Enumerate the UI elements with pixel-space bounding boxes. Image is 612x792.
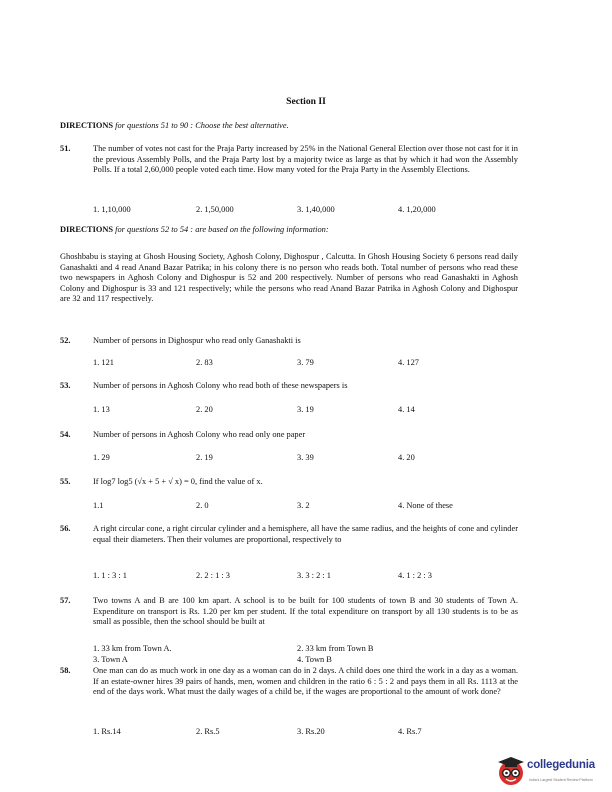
option: 4. 1,20,000 [398,205,436,214]
directions-range: for questions 51 to 90 : [115,121,194,130]
option: 4. 127 [398,358,419,367]
option: 1. 1,10,000 [93,205,131,214]
option: 1. 1 : 3 : 1 [93,571,127,580]
question-text: Number of persons in Aghosh Colony who read only one paper [93,430,306,439]
option: 1.1 [93,501,104,510]
directions-range: for questions 52 to 54 : [115,225,194,234]
question-number: 51. [60,144,71,153]
option: 3. 79 [297,358,314,367]
option: 1. 29 [93,453,110,462]
option: 2. 83 [196,358,213,367]
option: 1. Rs.14 [93,727,121,736]
option: 4. Rs.7 [398,727,422,736]
option: 2. 1,50,000 [196,205,234,214]
logo-wordmark: collegedunia [527,759,595,771]
directions-label: DIRECTIONS [60,225,114,234]
question-number: 58. [60,666,71,675]
option: 2. Rs.5 [196,727,220,736]
question-number: 53. [60,381,71,390]
question-text: Number of persons in Dighospur who read only Ganashakti is [93,336,301,345]
question-number: 57. [60,596,71,605]
option: 2. 19 [196,453,213,462]
option: 3. 3 : 2 : 1 [297,571,331,580]
option: 1. 33 km from Town A. [93,644,172,653]
option: 1. 121 [93,358,114,367]
question-text: The number of votes not cast for the Praja Party increased by 25% in the National General Election over those not cast for it in the previous Assembly Polls, and the Praja Party lost by a majority twice as large as that by which it had won the Assembly Polls. If a total 2,60,000 people voted each time. How many voted for the Praja Party in the Assembly Elections. [93,144,518,175]
directions-label: DIRECTIONS [60,121,114,130]
collegedunia-logo [493,752,608,792]
question-number: 56. [60,524,71,533]
option: 4. 1 : 2 : 3 [398,571,432,580]
option: 4. 14 [398,405,415,414]
graduate-mascot-icon [495,754,527,788]
directions-text: Choose the best alternative. [195,121,289,130]
option: 2. 20 [196,405,213,414]
question-text: One man can do as much work in one day as a woman can do in 2 days. A child does one third the work in a day as a woman. If an estate-owner hires 39 pairs of hands, men, women and children in the ratio 6 : 5 : 2 and pays them in all Rs. 1113 at the end of the days work. What must the daily wages of a child be, if the wages are proportional to the amount of work done? [93,666,518,697]
option: 4. None of these [398,501,453,510]
option: 3. 1,40,000 [297,205,335,214]
passage: Ghoshbabu is staying at Ghosh Housing Society, Aghosh Colony, Dighospur , Calcutta. In Ghosh Housing Society 6 persons read daily Ganashakti and 4 read Anand Bazar Patrika; in his colony there is no person who reads both. Total number of persons who read these two newspapers in Aghosh Colony and Dighospur is 52 and 200 respectively. Number of persons who read Ganashakti in Aghosh Colony and Dighospur is 33 and 121 respectively; while the persons who read Anand Bazar Patrika in Aghosh Colony and Dighospur are 32 and 117 respectively. [60,252,518,304]
question-number: 54. [60,430,71,439]
option: 2. 2 : 1 : 3 [196,571,230,580]
option: 3. 19 [297,405,314,414]
option: 3. 2 [297,501,310,510]
section-title: Section II [286,96,326,107]
option: 4. Town B [297,655,332,664]
option: 2. 0 [196,501,209,510]
option: 2. 33 km from Town B [297,644,374,653]
option: 4. 20 [398,453,415,462]
directions-51-90 [60,121,540,132]
option: 3. 39 [297,453,314,462]
option: 3. Rs.20 [297,727,325,736]
directions-text: are based on the following information: [195,225,329,234]
logo-tagline: India's Largest Student Review Platform [529,778,593,782]
directions-52-54 [60,225,540,236]
option: 3. Town A [93,655,128,664]
question-text: Number of persons in Aghosh Colony who read both of these newspapers is [93,381,348,390]
question-text: A right circular cone, a right circular cylinder and a hemisphere, all have the same radius, and the heights of cone and cylinder equal their diameters. Then their volumes are proportional, respectively to [93,524,518,544]
option: 1. 13 [93,405,110,414]
question-text: If log7 log5 (√x + 5 + √ x) = 0, find the value of x. [93,477,263,486]
question-number: 52. [60,336,71,345]
question-text: Two towns A and B are 100 km apart. A school is to be built for 100 students of town B and 30 students of Town A. Expenditure on transport is Rs. 1.20 per km per student. If the total expenditure on transport by all 130 students is to be as small as possible, then the school should be built at [93,596,518,627]
question-number: 55. [60,477,71,486]
